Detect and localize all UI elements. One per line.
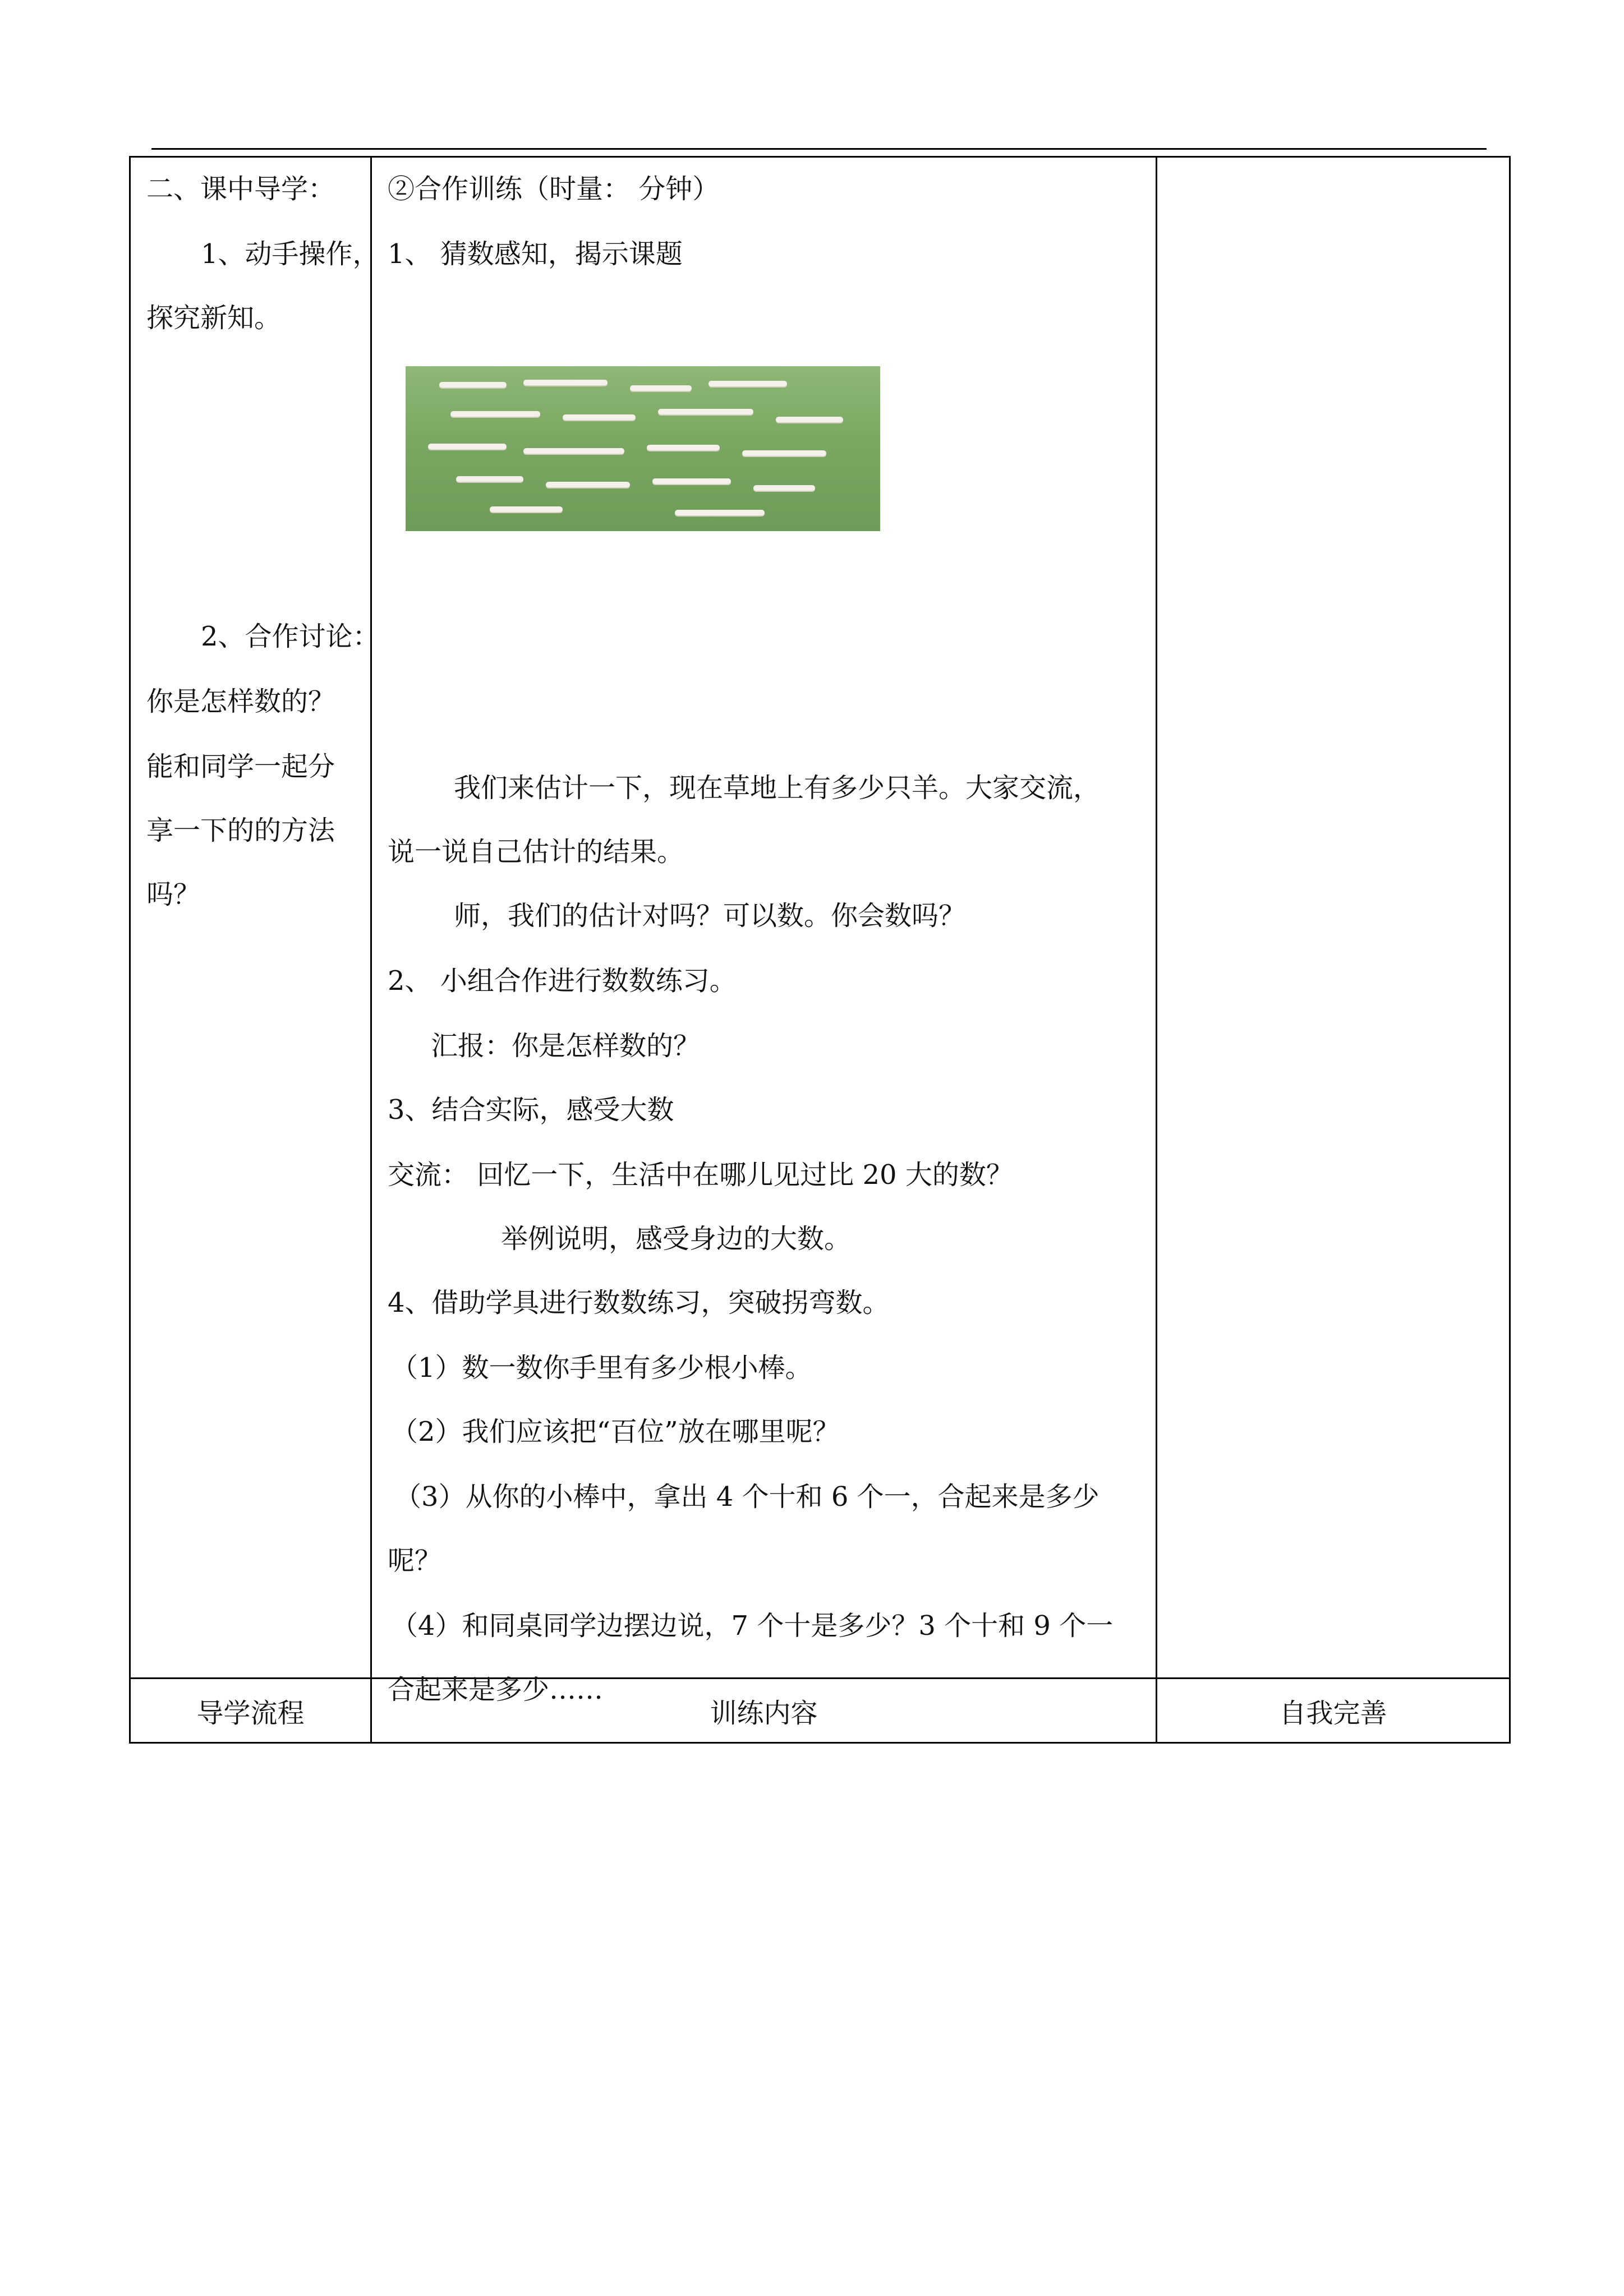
teacher-question: 师，我们的估计对吗？可以数。你会数吗？: [454, 900, 966, 932]
top-rule: [151, 148, 1487, 150]
sheep-mark: [647, 445, 720, 450]
step-2-text-1: 你是怎样数的？: [146, 686, 335, 717]
subitem-3-line-2: 呢？: [388, 1545, 442, 1576]
item-4-heading: 4、借助学具进行数数练习，突破拐弯数。: [388, 1287, 890, 1318]
report-question: 汇报：你是怎样数的？: [431, 1030, 701, 1062]
item-1-heading: 1、 猜数感知，揭示课题: [388, 238, 683, 270]
footer-self-improvement: 自我完善: [1157, 1679, 1510, 1743]
step-1-label: 1、动手操作，: [201, 238, 380, 270]
example-prompt: 举例说明，感受身边的大数。: [501, 1223, 852, 1255]
sheep-mark: [439, 382, 507, 388]
footer-training-content: 训练内容: [371, 1679, 1157, 1743]
sheep-mark: [546, 482, 630, 487]
step-2-text-3: 享一下的的方法: [146, 815, 335, 846]
estimate-prompt-1: 我们来估计一下，现在草地上有多少只羊。大家交流，: [454, 772, 1101, 804]
sheep-mark: [450, 411, 540, 417]
sheep-mark: [523, 448, 624, 454]
sheep-mark: [428, 444, 507, 449]
sheep-on-grass-image: [406, 366, 880, 531]
step-2-label: 2、合作讨论：: [201, 621, 380, 652]
sheep-mark: [776, 417, 843, 422]
footer-guide-process: 导学流程: [130, 1679, 371, 1743]
sheep-mark: [652, 478, 731, 484]
item-2-heading: 2、 小组合作进行数数练习。: [388, 965, 737, 997]
subitem-4-line-2: 合起来是多少……: [388, 1674, 604, 1705]
sheep-mark: [658, 409, 753, 414]
section-heading: 二、课中导学：: [146, 173, 335, 205]
step-1-text: 探究新知。: [146, 302, 282, 334]
lesson-table: [129, 156, 1511, 1744]
step-2-text-2: 能和同学一起分: [146, 751, 335, 782]
subitem-4-line-1: （4）和同桌同学边摆边说，7 个十是多少？3 个十和 9 个一: [391, 1610, 1114, 1642]
sheep-mark: [742, 450, 826, 456]
sheep-mark: [675, 510, 765, 515]
subitem-2: （2）我们应该把“百位”放在哪里呢？: [391, 1416, 840, 1447]
training-content-cell: [371, 157, 1157, 1705]
sheep-mark: [523, 380, 608, 385]
subitem-1: （1）数一数你手里有多少根小棒。: [391, 1352, 812, 1384]
sheep-mark: [456, 476, 523, 482]
sheep-mark: [709, 381, 787, 386]
sheep-mark: [490, 506, 563, 512]
activity-title: ②合作训练（时量： 分钟）: [388, 173, 720, 205]
subitem-3-line-1: （3）从你的小棒中，拿出 4 个十和 6 个一，合起来是多少: [394, 1481, 1099, 1513]
item-3-heading: 3、结合实际，感受大数: [388, 1094, 674, 1126]
sheep-mark: [753, 485, 815, 491]
sheep-mark: [630, 385, 692, 391]
exchange-question: 交流： 回忆一下，生活中在哪儿见过比 20 大的数？: [388, 1159, 1013, 1191]
estimate-prompt-2: 说一说自己估计的结果。: [388, 836, 684, 868]
sheep-mark: [563, 414, 636, 420]
self-improvement-cell: [1157, 157, 1510, 1679]
step-2-text-4: 吗？: [146, 879, 201, 910]
guide-process-cell: [130, 157, 380, 1679]
